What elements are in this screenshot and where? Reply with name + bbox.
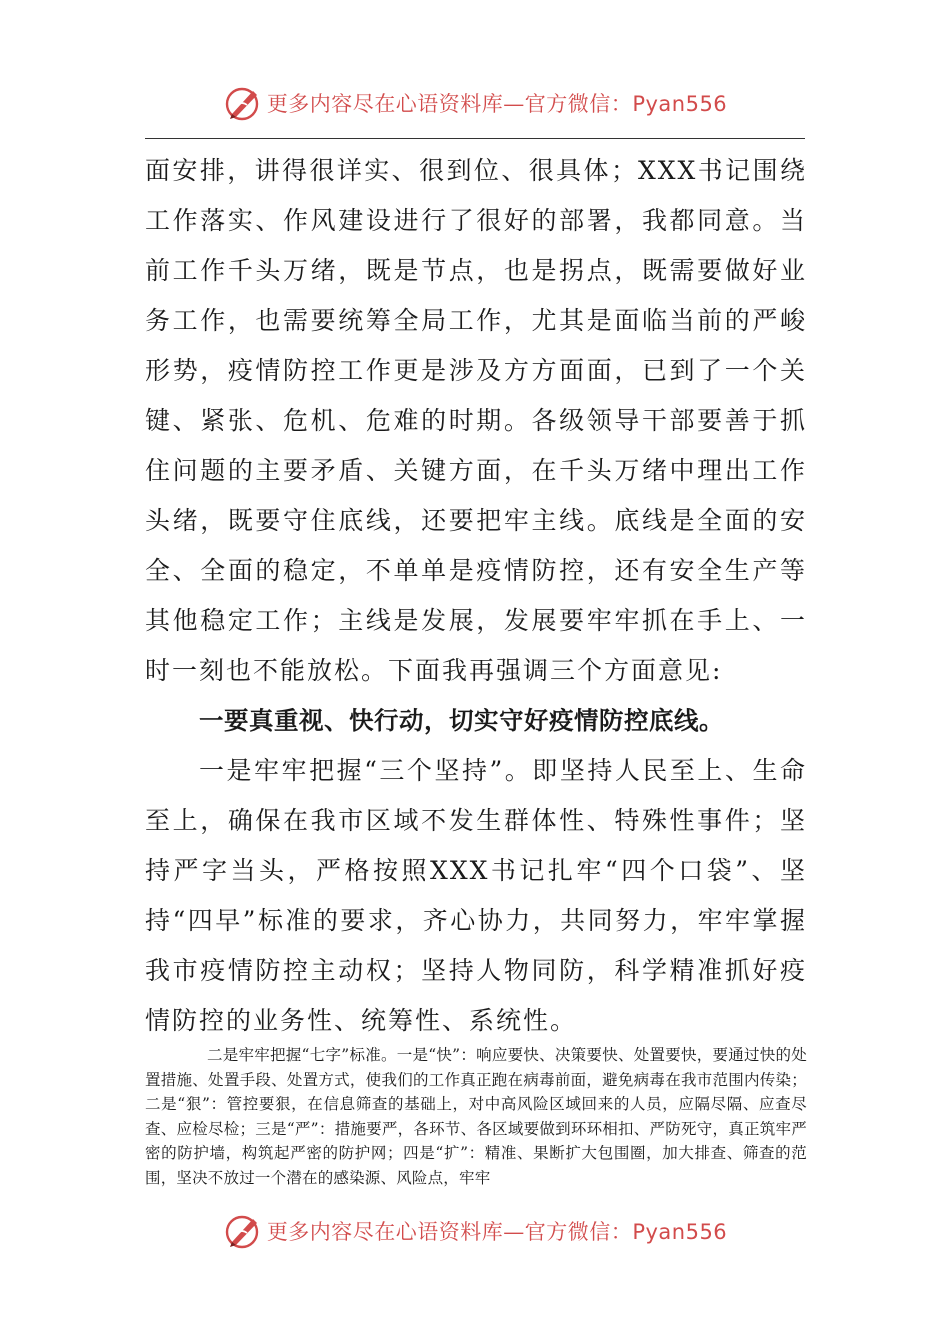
- banner-text: 更多内容尽在心语资料库—官方微信：: [266, 1220, 633, 1244]
- footer-banner: [0, 1206, 950, 1256]
- document-body: [145, 146, 807, 1046]
- section-heading-1: 一要真重视、快行动，切实守好疫情防控底线。: [199, 706, 724, 735]
- paragraph-1: 面安排，讲得很详实、很到位、很具体；XXX书记围绕工作落实、作风建设进行了很好的部署，我都同意。当前工作千头万绪，既是节点，也是拐点，既需要做好业务工作，也需要统筹全局工作，尤其是面临当前的严峻形势，疫情防控工作更是涉及方方面面，已到了一个关键、紧张、危机、危难的时期。各级领导干部要善于抓住问题的主要矛盾、关键方面，在千头万绪中理出工作头绪，既要守住底线，还要把牢主线。底线是全面的安全、全面的稳定，不单单是疫情防控，还有安全生产等其他稳定工作；主线是发展，发展要牢牢抓在手上、一时一刻也不能放松。下面我再强调三个方面意见:: [145, 156, 807, 685]
- paragraph-3-small: 二是牢牢把握“七字”标准。一是“快”：响应要快、决策要快、处置要快，要通过快的处置措施、处置手段、处置方式，使我们的工作真正跑在病毒前面，避免病毒在我市范围内传染；二是“狠”：管控要狠，在信息筛查的基础上，对中高风险区域回来的人员，应隔尽隔、应查尽查、应检尽检；三是“严”：措施要严，各环节、各区域要做到环环相扣、严防死守，真正筑牢严密的防护墙，构筑起严密的防护网；四是“扩”：精准、果断扩大包围圈，加大排查、筛查的范围，坚决不放过一个潜在的感染源、风险点，牢牢: [145, 1046, 807, 1187]
- paragraph-2: 一是牢牢把握“三个坚持”。即坚持人民至上、生命至上，确保在我市区域不发生群体性、特殊性事件；坚持严字当头，严格按照XXX书记扎牢“四个口袋”、坚持“四早”标准的要求，齐心协力，共同努力，牢牢掌握我市疫情防控主动权；坚持人物同防，科学精准抓好疫情防控的业务性、统筹性、系统性。: [145, 756, 807, 1035]
- banner-handle: Pyan556: [632, 1220, 728, 1244]
- pen-logo-icon: [223, 1211, 263, 1251]
- pen-logo-icon: [223, 83, 263, 123]
- banner-handle: Pyan556: [632, 92, 728, 116]
- header-banner: [0, 78, 950, 128]
- header-divider: [145, 138, 805, 139]
- banner-text: 更多内容尽在心语资料库—官方微信：: [266, 92, 633, 116]
